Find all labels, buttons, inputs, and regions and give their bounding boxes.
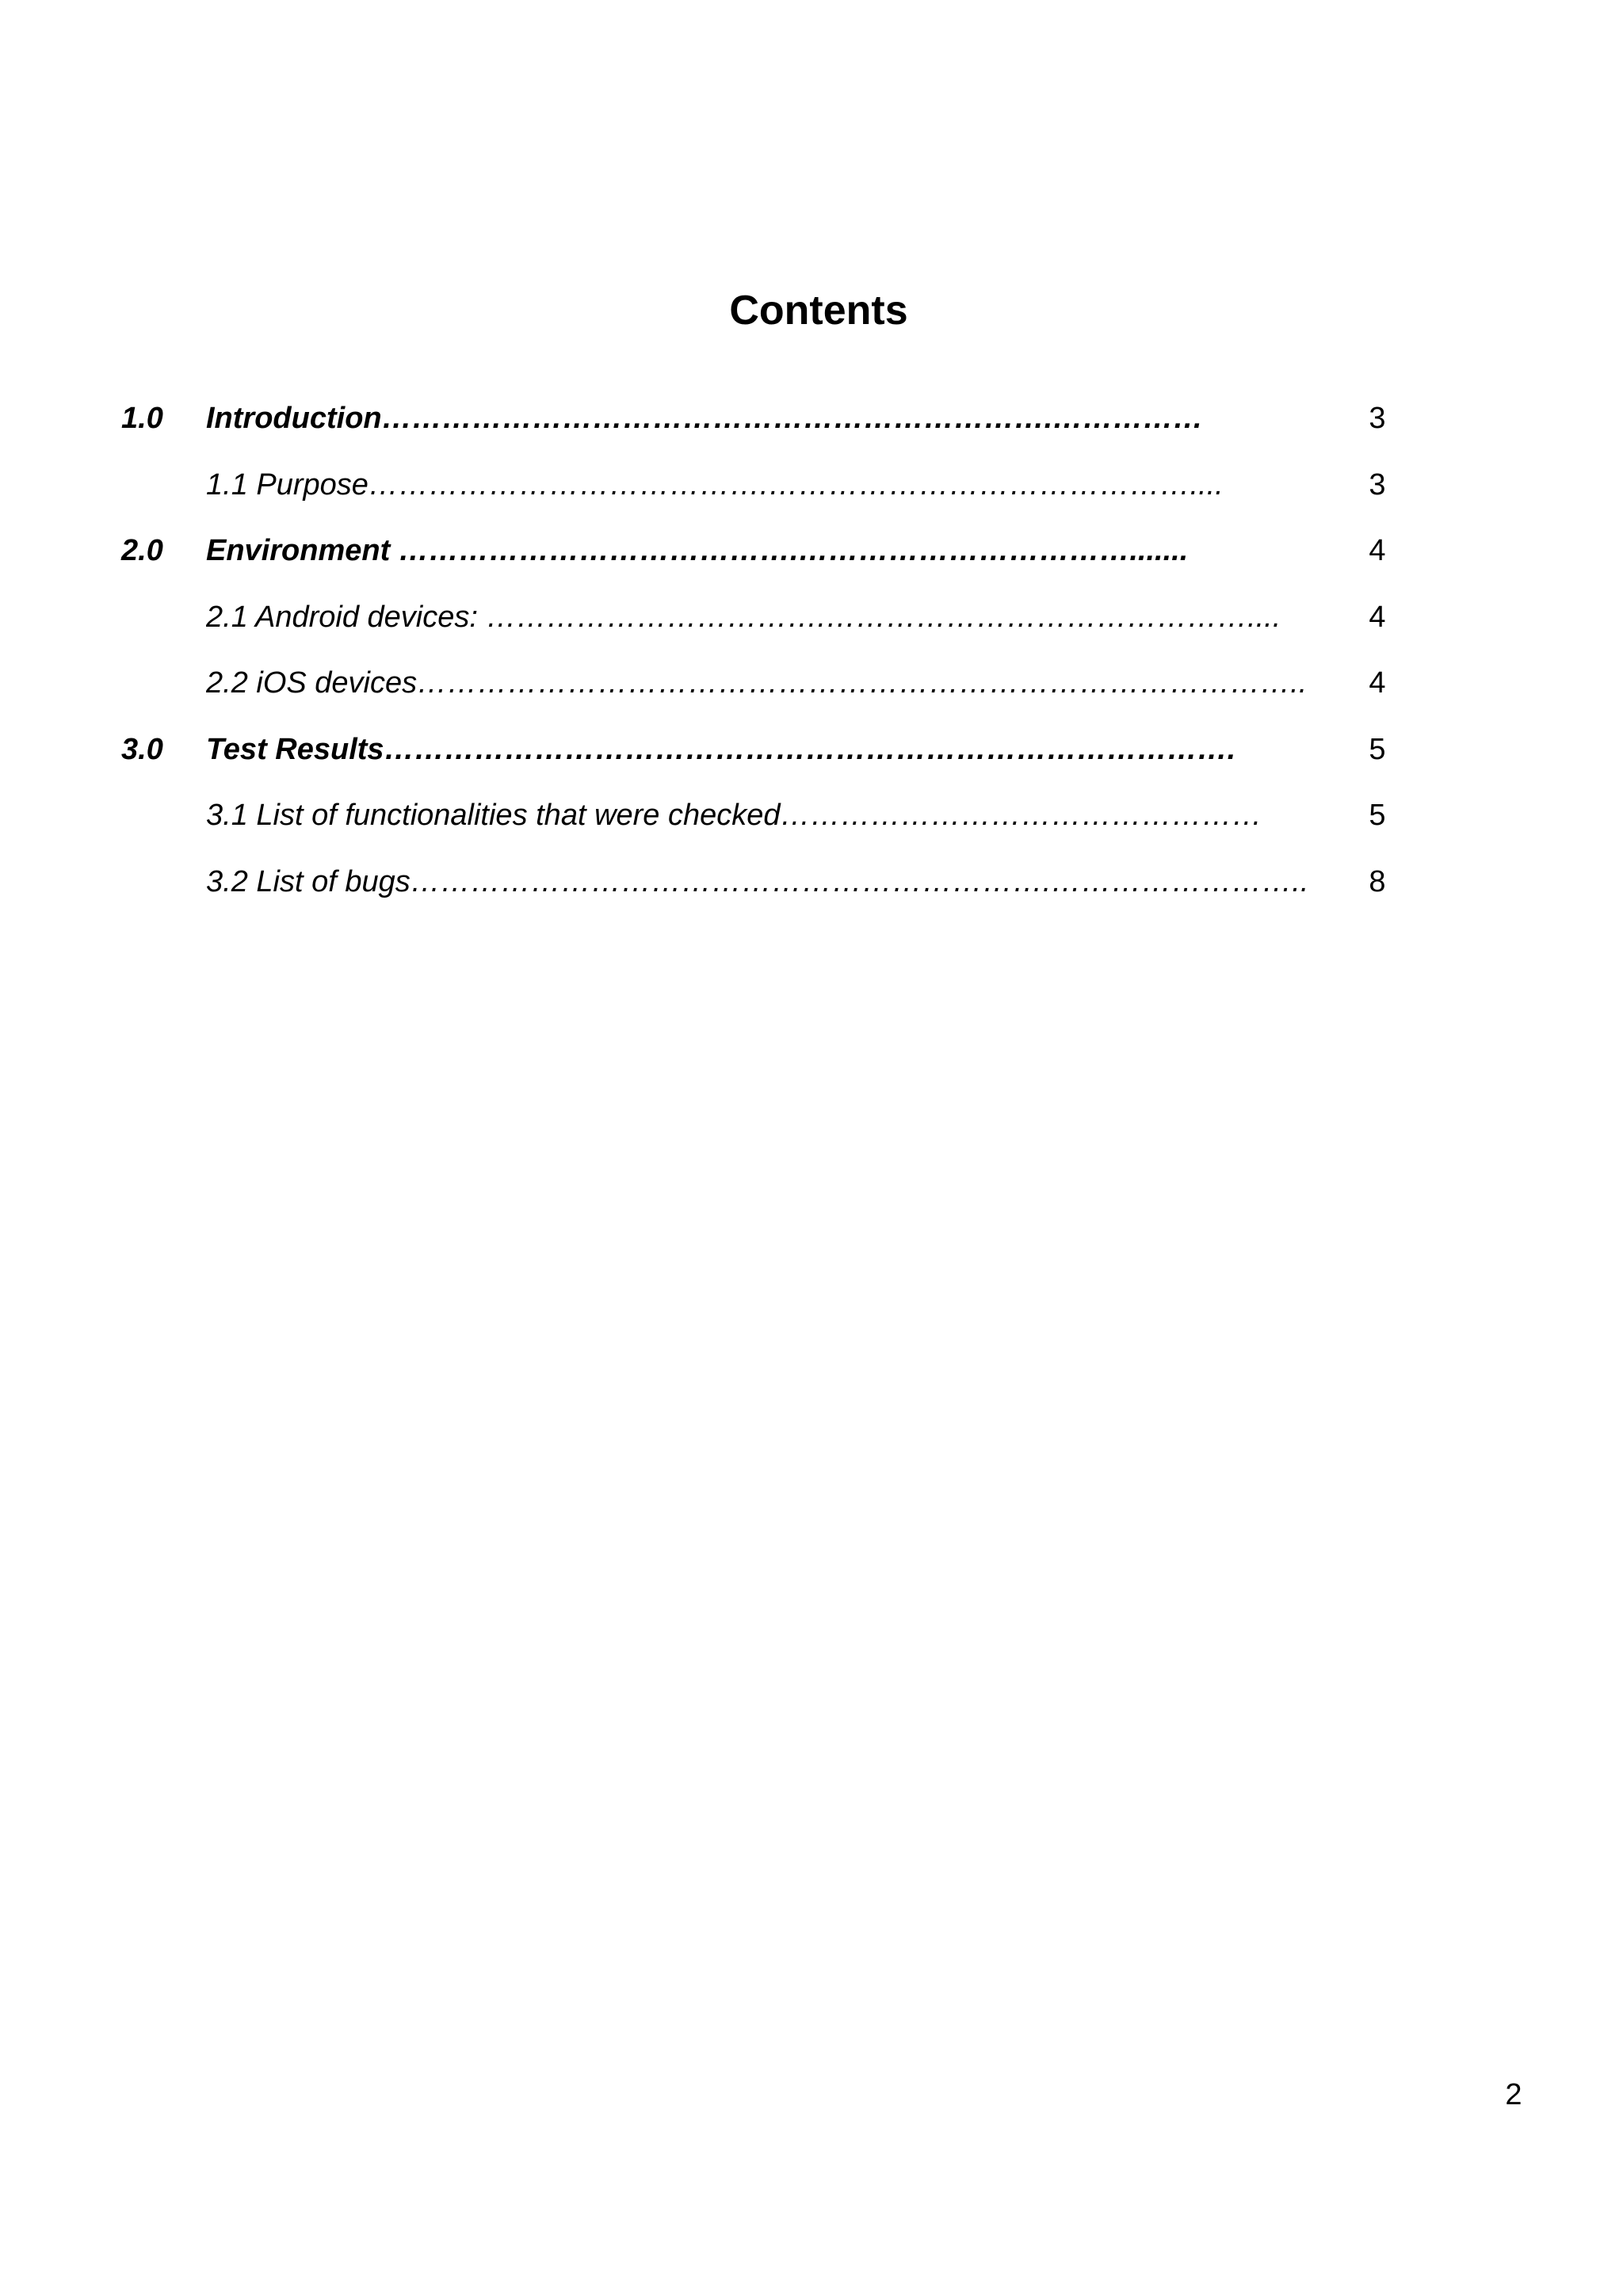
toc-entry-title <box>206 726 1339 773</box>
toc-entry[interactable] <box>0 791 1623 839</box>
toc-dot-leader: ……………………………………………………….…………………….. <box>410 865 1309 898</box>
toc-entry-title <box>206 527 1339 574</box>
toc-entry-page: 3 <box>1369 402 1386 435</box>
toc-dot-leader: ………………………………………… <box>780 799 1262 832</box>
toc-entry-label: Introduction <box>206 402 382 435</box>
toc-entry[interactable] <box>0 527 1623 574</box>
toc-entry-label: 1.1 Purpose <box>206 468 369 502</box>
toc-entry[interactable] <box>0 858 1623 906</box>
toc-entry[interactable] <box>0 461 1623 509</box>
toc-entry[interactable] <box>0 659 1623 707</box>
toc-entry-label: 2.2 iOS devices <box>206 666 418 700</box>
toc-entry-title <box>206 593 1339 641</box>
toc-entry-page: 5 <box>1369 799 1386 832</box>
toc-dot-leader: …………………………………………………………………………. <box>384 733 1236 766</box>
toc-entry-page: 4 <box>1369 601 1386 634</box>
toc-entry-page: 8 <box>1369 865 1386 898</box>
toc-entry-label: Environment <box>206 534 399 567</box>
toc-dot-leader: …………………………………………………………………………….. <box>417 666 1308 700</box>
toc-entry-page: 4 <box>1369 666 1386 700</box>
toc-dot-leader: ………………………………….……………………………....... <box>398 534 1189 567</box>
toc-entry-title <box>206 395 1339 442</box>
toc-entry-label: 3.2 List of bugs <box>206 865 411 898</box>
toc-entry-label: 2.1 Android devices: <box>206 601 487 634</box>
toc-entry-number: 1.0 <box>121 402 163 435</box>
toc-entry-number: 3.0 <box>121 733 163 766</box>
toc-entry-title <box>206 791 1339 839</box>
toc-entry[interactable] <box>0 395 1623 442</box>
toc-entry-page: 5 <box>1369 733 1386 766</box>
toc-entry-title <box>206 858 1339 906</box>
toc-entry-title <box>206 461 1339 509</box>
toc-entry-number: 2.0 <box>121 534 163 567</box>
toc-entry[interactable] <box>0 593 1623 641</box>
toc-dot-leader: …………………………….…………………………………….... <box>486 601 1281 634</box>
toc-entry-title <box>206 659 1339 707</box>
toc-entry-page: 3 <box>1369 468 1386 502</box>
toc-dot-leader: ………………………………….…………………………………….... <box>368 468 1224 502</box>
page-number: 2 <box>1505 2078 1522 2111</box>
toc-entry-label: 3.1 List of functionalities that were checked <box>206 799 781 832</box>
toc-entry-page: 4 <box>1369 534 1386 567</box>
toc-entry-label: Test Results <box>206 733 384 766</box>
toc-dot-leader: ………………………………………………………….…………… <box>381 402 1204 435</box>
page-title: Contents <box>729 288 908 334</box>
toc-entry[interactable] <box>0 726 1623 773</box>
